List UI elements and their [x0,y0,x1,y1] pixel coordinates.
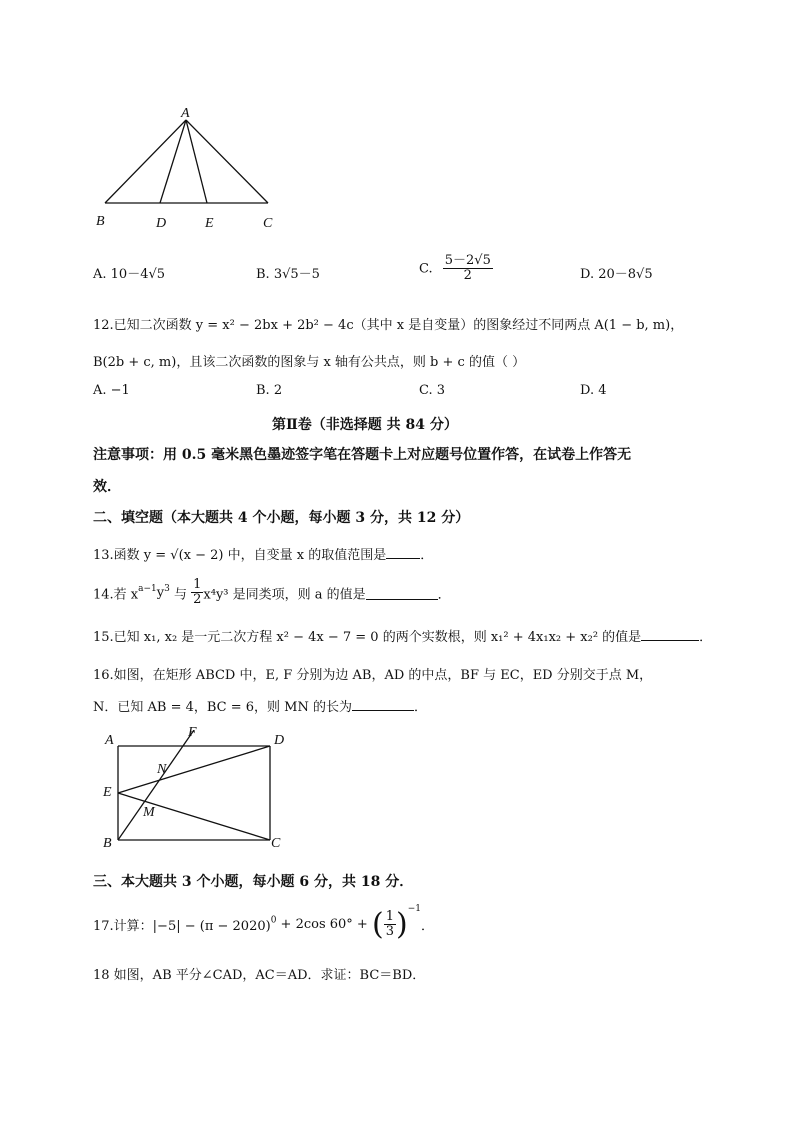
q13-end: ． [420,548,434,563]
label-B: B [96,214,105,229]
part-2-title: 二、填空题（本大题共 4 个小题，每小题 3 分，共 12 分） [93,510,470,526]
q14-text-mid: x⁴y³ 是同类项，则 a 的值是 [203,587,366,603]
q17-exponent: −1 [407,903,421,914]
q14 [93,578,451,608]
q11-option-c-label: C. [419,261,433,277]
label-D: D [156,216,167,231]
q13 [93,544,433,563]
fraction-denominator: 2 [463,268,472,284]
notice-line1: 注意事项：用 0.5 毫米黑色墨迹签字笔在答题卡上对应题号位置作答，在试卷上作答无 [93,447,632,463]
q14-exponent: a−1 [138,583,157,594]
answer-blank [366,586,438,600]
notice-line2: 效． [93,479,121,495]
q12-option-a: A. −1 [93,383,130,398]
q14-end: ． [437,587,451,603]
q18: 18 如图，AB 平分∠CAD，AC＝AD．求证：BC＝BD． [93,968,426,983]
label-N: N [157,762,167,777]
answer-blank [386,545,420,559]
q17-exponent-zero: 0 [270,915,277,926]
q13-text: 13.函数 y = √(x − 2) 中，自变量 x 的取值范围是 [93,548,387,563]
label-A: A [105,733,114,748]
answer-blank [352,697,414,711]
q17-text-pre: 17.计算：|−5| − (π − 2020) [93,919,271,934]
rectangle-figure-q16 [100,730,300,850]
fraction-numerator: 5－2√5 [444,253,491,268]
label-M: M [143,805,155,820]
label-C: C [263,216,273,231]
q11-option-c [419,254,493,284]
q11-option-b: B. 3√5－5 [256,267,320,282]
label-A: A [181,106,190,121]
q16-end: ． [414,700,428,715]
q15-end: ． [699,630,713,645]
q12-option-c: C. 3 [419,383,446,398]
q12-line2: B(2b + c, m)，且该二次函数的图象与 x 轴有公共点，则 b + c 的值（ ） [93,355,526,370]
q11-option-c-fraction [443,254,493,284]
q11-option-d: D. 20－8√5 [580,267,653,282]
q11-option-a: A. 10－4√5 [93,267,166,282]
label-E: E [205,216,214,231]
q14-text-pre: 14.若 x [93,587,139,603]
section-2-title: 第Ⅱ卷（非选择题 共 84 分） [272,417,458,433]
q17-fraction [384,910,396,940]
label-F: F [188,725,197,740]
part-3-title: 三、本大题共 3 个小题，每小题 6 分，共 18 分． [93,874,414,890]
q17-text-mid: + 2cos 60° + [276,917,372,932]
label-E: E [103,785,112,800]
q16-line1: 16.如图，在矩形 ABCD 中，E, F 分别为边 AB，AD 的中点，BF 与 EC，ED 分别交于点 M， [93,668,653,683]
left-paren: ( [371,907,384,942]
q12-option-b: B. 2 [256,383,283,398]
label-B: B [103,836,112,851]
q14-y: y [156,585,165,601]
q16-text: N．已知 AB = 4，BC = 6，则 MN 的长为 [93,700,352,715]
fraction-numerator: 1 [193,577,202,592]
q17-end: ． [420,919,434,934]
fraction-numerator: 1 [385,908,394,924]
q15 [93,626,712,645]
q17 [93,903,434,942]
right-paren: ) [395,907,408,942]
q15-text: 15.已知 x₁, x₂ 是一元二次方程 x² − 4x − 7 = 0 的两个实数根，则 x₁² + 4x₁x₂ + x₂² 的值是 [93,630,642,645]
q14-y-exponent: 3 [164,583,170,594]
q14-and: 与 [169,587,192,603]
fraction-denominator: 3 [385,924,394,939]
fraction-denominator: 2 [193,592,202,608]
q14-fraction [191,578,203,608]
label-C: C [271,836,281,851]
answer-blank [641,627,699,641]
q12-line1: 12.已知二次函数 y = x² − 2bx + 2b² − 4c（其中 x 是自变量）的图象经过不同两点 A(1 − b, m)， [93,318,684,333]
label-D: D [274,733,285,748]
q16-line2 [93,696,427,715]
q12-option-d: D. 4 [580,383,607,398]
